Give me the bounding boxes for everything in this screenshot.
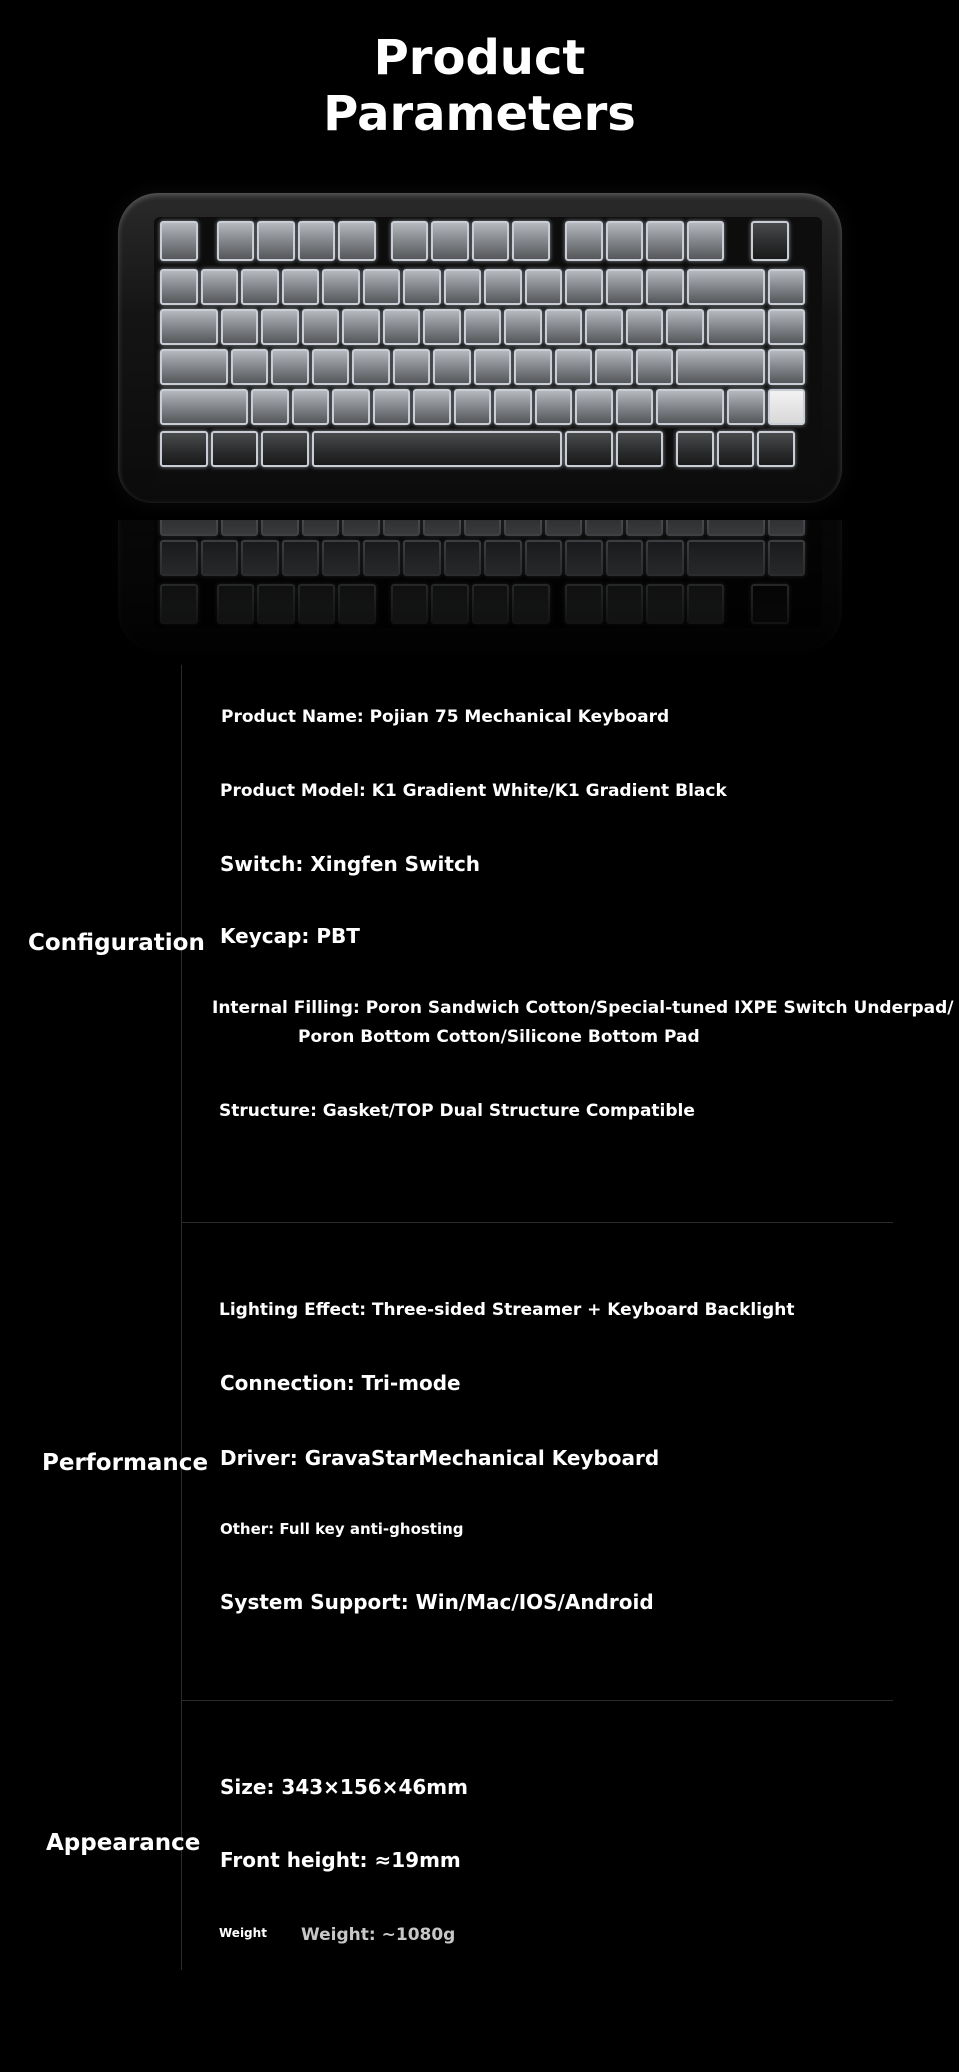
keycap bbox=[585, 309, 623, 345]
keycap bbox=[444, 269, 482, 305]
keycap bbox=[312, 431, 562, 467]
keycap bbox=[160, 431, 208, 467]
section-divider-2 bbox=[181, 1700, 893, 1701]
keycap bbox=[606, 269, 644, 305]
title-line-2: Parameters bbox=[323, 86, 636, 142]
keycap bbox=[298, 221, 336, 261]
keycap bbox=[504, 309, 542, 345]
keycap bbox=[616, 389, 654, 425]
keycap bbox=[545, 309, 583, 345]
keycap bbox=[433, 349, 471, 385]
param-lighting-effect: Lighting Effect: Three-sided Streamer + Keyboard Backlight bbox=[219, 1300, 795, 1320]
keycap bbox=[717, 431, 755, 467]
keycap bbox=[322, 269, 360, 305]
keycap bbox=[423, 309, 461, 345]
keycap bbox=[636, 349, 674, 385]
keycap bbox=[332, 389, 370, 425]
keycap bbox=[751, 221, 789, 261]
keycap bbox=[616, 431, 664, 467]
keyboard-plate bbox=[154, 217, 822, 485]
keycap bbox=[338, 221, 376, 261]
param-structure: Structure: Gasket/TOP Dual Structure Compatible bbox=[219, 1101, 695, 1121]
param-other: Other: Full key anti-ghosting bbox=[220, 1520, 464, 1538]
keycap bbox=[565, 221, 603, 261]
keycap bbox=[241, 269, 279, 305]
param-switch: Switch: Xingfen Switch bbox=[220, 852, 481, 876]
keycap bbox=[160, 221, 198, 261]
keycap bbox=[727, 389, 765, 425]
keycap bbox=[201, 269, 239, 305]
param-driver: Driver: GravaStarMechanical Keyboard bbox=[220, 1446, 660, 1470]
keycap bbox=[525, 269, 563, 305]
keycap bbox=[373, 389, 411, 425]
keycap bbox=[160, 349, 228, 385]
keycap bbox=[757, 431, 795, 467]
keycap bbox=[646, 269, 684, 305]
param-front-height: Front height: ≈19mm bbox=[220, 1848, 461, 1872]
keycap bbox=[160, 389, 248, 425]
vertical-divider bbox=[181, 665, 182, 1970]
keycap bbox=[413, 389, 451, 425]
keycap bbox=[393, 349, 431, 385]
keycap bbox=[454, 389, 492, 425]
keycap bbox=[160, 309, 218, 345]
keycap bbox=[391, 221, 429, 261]
param-weight-label: Weight bbox=[219, 1926, 267, 1940]
keycap bbox=[514, 349, 552, 385]
keycap bbox=[383, 309, 421, 345]
keycap bbox=[626, 309, 664, 345]
keycap bbox=[474, 349, 512, 385]
keycap bbox=[768, 349, 806, 385]
keycap bbox=[555, 349, 593, 385]
param-weight: Weight: ~1080g bbox=[301, 1925, 456, 1945]
keyboard-case bbox=[118, 193, 842, 503]
keycap bbox=[261, 309, 299, 345]
keycap bbox=[231, 349, 269, 385]
keycap bbox=[687, 221, 725, 261]
keycap bbox=[565, 431, 613, 467]
keycap bbox=[575, 389, 613, 425]
section-divider-1 bbox=[181, 1222, 893, 1223]
keycap bbox=[312, 349, 350, 385]
keycap bbox=[535, 389, 573, 425]
param-keycap: Keycap: PBT bbox=[220, 924, 360, 948]
keycap bbox=[431, 221, 469, 261]
param-internal-filling: Internal Filling: Poron Sandwich Cotton/Special-tuned IXPE Switch Underpad/ bbox=[212, 998, 954, 1018]
reflection-fade bbox=[110, 520, 850, 660]
keycap bbox=[494, 389, 532, 425]
param-product-model: Product Model: K1 Gradient White/K1 Gradient Black bbox=[220, 781, 727, 801]
keycap bbox=[768, 309, 806, 345]
keycap bbox=[352, 349, 390, 385]
keycap bbox=[211, 431, 259, 467]
keycap bbox=[768, 389, 806, 425]
keycap bbox=[251, 389, 289, 425]
keycap bbox=[707, 309, 765, 345]
section-label-appearance: Appearance bbox=[46, 1830, 201, 1856]
keycap bbox=[363, 269, 401, 305]
keycap bbox=[257, 221, 295, 261]
keycap bbox=[768, 269, 806, 305]
keycap bbox=[512, 221, 550, 261]
section-label-configuration: Configuration bbox=[28, 930, 205, 956]
keycap bbox=[472, 221, 510, 261]
keyboard-image bbox=[110, 185, 850, 515]
keycap bbox=[646, 221, 684, 261]
keycap bbox=[464, 309, 502, 345]
param-internal-filling-cont: Poron Bottom Cotton/Silicone Bottom Pad bbox=[298, 1027, 700, 1047]
keycap bbox=[217, 221, 255, 261]
param-system-support: System Support: Win/Mac/IOS/Android bbox=[220, 1590, 654, 1614]
keycap bbox=[292, 389, 330, 425]
keycap bbox=[342, 309, 380, 345]
keycap bbox=[403, 269, 441, 305]
keycap bbox=[261, 431, 309, 467]
keycap bbox=[282, 269, 320, 305]
keycap bbox=[221, 309, 259, 345]
keycap bbox=[666, 309, 704, 345]
keycap bbox=[595, 349, 633, 385]
param-product-name: Product Name: Pojian 75 Mechanical Keyboard bbox=[221, 707, 670, 727]
keycap bbox=[271, 349, 309, 385]
param-size: Size: 343×156×46mm bbox=[220, 1775, 468, 1799]
page-title bbox=[0, 30, 959, 142]
param-connection: Connection: Tri-mode bbox=[220, 1371, 461, 1395]
keycap bbox=[565, 269, 603, 305]
keycap bbox=[687, 269, 765, 305]
title-line-1: Product bbox=[373, 30, 586, 86]
keycap bbox=[676, 349, 764, 385]
keycap bbox=[656, 389, 724, 425]
section-label-performance: Performance bbox=[42, 1450, 209, 1476]
keycap bbox=[302, 309, 340, 345]
keycap bbox=[606, 221, 644, 261]
keycap bbox=[160, 269, 198, 305]
keycap bbox=[676, 431, 714, 467]
keycap bbox=[484, 269, 522, 305]
